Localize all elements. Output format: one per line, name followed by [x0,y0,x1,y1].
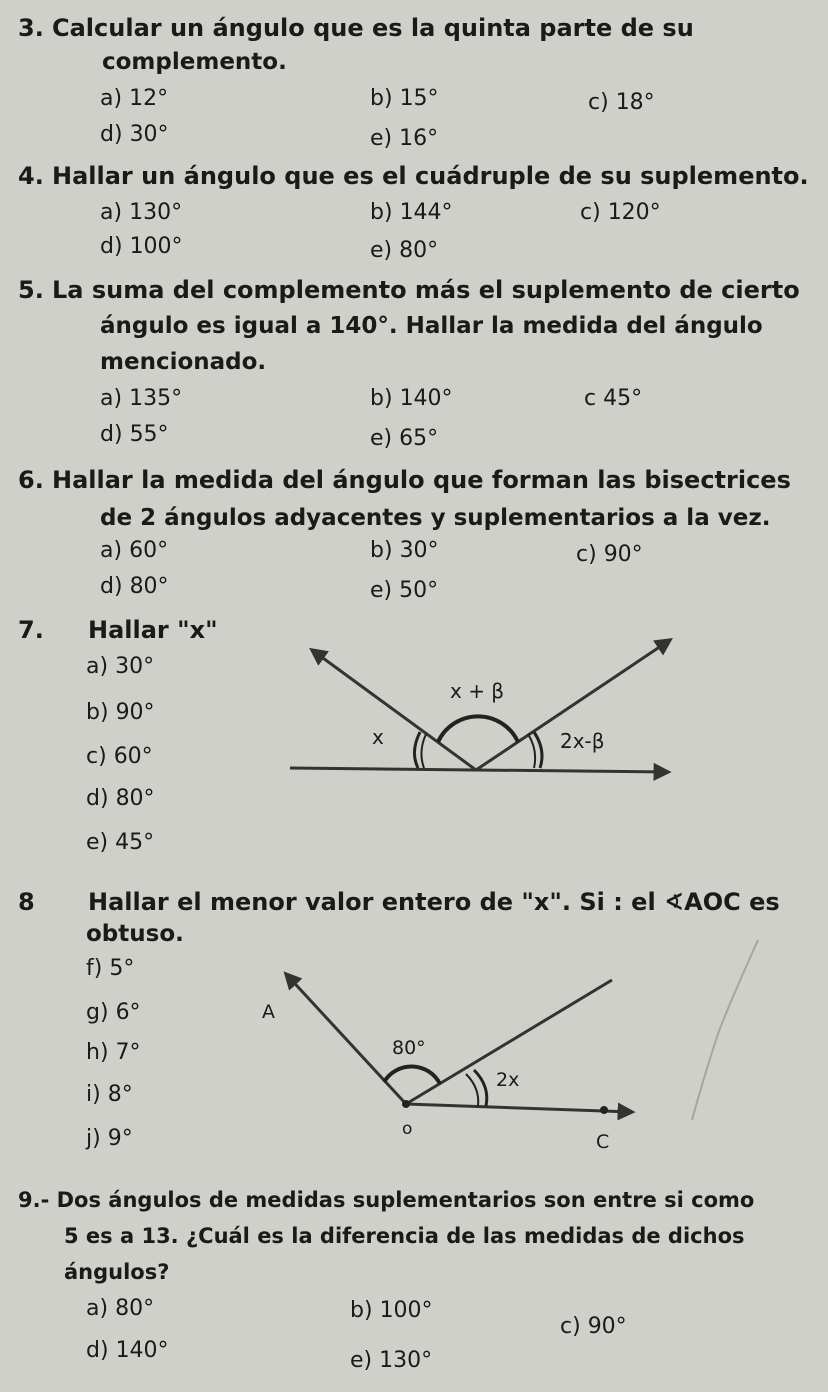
option-b[interactable]: b) 144° [370,200,453,225]
option-i[interactable]: i) 8° [86,1082,133,1107]
label-2x-minus-beta: 2x-β [560,729,605,753]
left-angle-arc [414,732,420,768]
option-e[interactable]: e) 16° [370,126,439,151]
option-e[interactable]: e) 130° [350,1348,433,1373]
option-d[interactable]: d) 100° [100,234,183,259]
option-c[interactable]: c) 60° [86,744,153,769]
option-a[interactable]: a) 30° [86,654,155,679]
option-b[interactable]: b) 30° [370,538,439,563]
angle-2x-arc-inner [466,1074,478,1106]
option-b[interactable]: b) 100° [350,1298,433,1323]
question-text: Hallar "x" [88,616,218,644]
option-c[interactable]: c) 90° [576,542,643,567]
option-e[interactable]: e) 65° [370,426,439,451]
label-x: x [372,725,384,749]
question-number: 7. [18,616,44,644]
question-number: 8 [18,888,35,916]
option-d[interactable]: d) 80° [86,786,155,811]
option-d[interactable]: d) 30° [100,122,169,147]
mid-angle-arc [438,716,518,742]
label-point-a: A [262,1001,275,1023]
question-number: 6. [18,466,44,494]
option-c[interactable]: c) 18° [588,90,655,115]
option-a[interactable]: a) 135° [100,386,183,411]
option-b[interactable]: b) 15° [370,86,439,111]
ray-oa [286,974,406,1104]
option-e[interactable]: e) 45° [86,830,155,855]
question-text: La suma del complemento más el suplemento de cierto [52,276,800,304]
right-angle-arc-inner [528,734,535,768]
question-number: 3. [18,14,44,42]
label-angle-2x: 2x [496,1069,520,1091]
option-g[interactable]: g) 6° [86,1000,141,1025]
option-c[interactable]: c 45° [584,386,643,411]
label-point-c: C [596,1131,610,1153]
question-text: Dos ángulos de medidas suplementarios son entre si como [56,1188,755,1212]
pencil-mark [692,940,758,1120]
option-b[interactable]: b) 90° [86,700,155,725]
question-8-line-2: obtuso. [86,921,184,947]
question-3-line-2: complemento. [102,49,287,75]
question-text: Hallar la medida del ángulo que forman las bisectrices [52,466,791,494]
angle-80-arc [384,1066,440,1084]
question-number: 5. [18,276,44,304]
option-a[interactable]: a) 80° [86,1296,155,1321]
option-d[interactable]: d) 140° [86,1338,169,1363]
question-text: Hallar un ángulo que es el cuádruple de su suplemento. [52,162,809,190]
question-8-line-1 [18,884,780,920]
question-number: 4. [18,162,44,190]
option-e[interactable]: e) 80° [370,238,439,263]
question-text: Calcular un ángulo que es la quinta parte de su [52,14,694,42]
option-c[interactable]: c) 90° [560,1314,627,1339]
ray-oc [406,1104,632,1112]
left-ray [312,650,476,770]
option-a[interactable]: a) 60° [100,538,169,563]
option-d[interactable]: d) 80° [100,574,169,599]
point-o-dot [402,1100,410,1108]
option-e[interactable]: e) 50° [370,578,439,603]
point-c-dot [600,1106,608,1114]
option-d[interactable]: d) 55° [100,422,169,447]
question-text: Hallar el menor valor entero de "x". Si : el ∢AOC es [88,888,780,916]
option-a[interactable]: a) 130° [100,200,183,225]
question-6-line-2: de 2 ángulos adyacentes y suplementarios a la vez. [100,505,771,531]
label-x-plus-beta: x + β [450,679,505,703]
question-5-line-2: ángulo es igual a 140°. Hallar la medida del ángulo [100,313,763,339]
question-9-line-2: 5 es a 13. ¿Cuál es la diferencia de las medidas de dichos [64,1224,745,1248]
label-point-o: o [402,1119,413,1139]
label-angle-80: 80° [392,1037,426,1059]
question-number: 9.- [18,1188,50,1212]
option-a[interactable]: a) 12° [100,86,169,111]
question-5-line-3: mencionado. [100,349,267,375]
question-9-line-3: ángulos? [64,1260,170,1284]
option-h[interactable]: h) 7° [86,1040,141,1065]
option-j[interactable]: j) 9° [86,1126,133,1151]
option-c[interactable]: c) 120° [580,200,661,225]
option-b[interactable]: b) 140° [370,386,453,411]
question-9-line-1 [18,1182,754,1218]
left-angle-arc-inner [421,734,426,768]
option-f[interactable]: f) 5° [86,956,135,981]
